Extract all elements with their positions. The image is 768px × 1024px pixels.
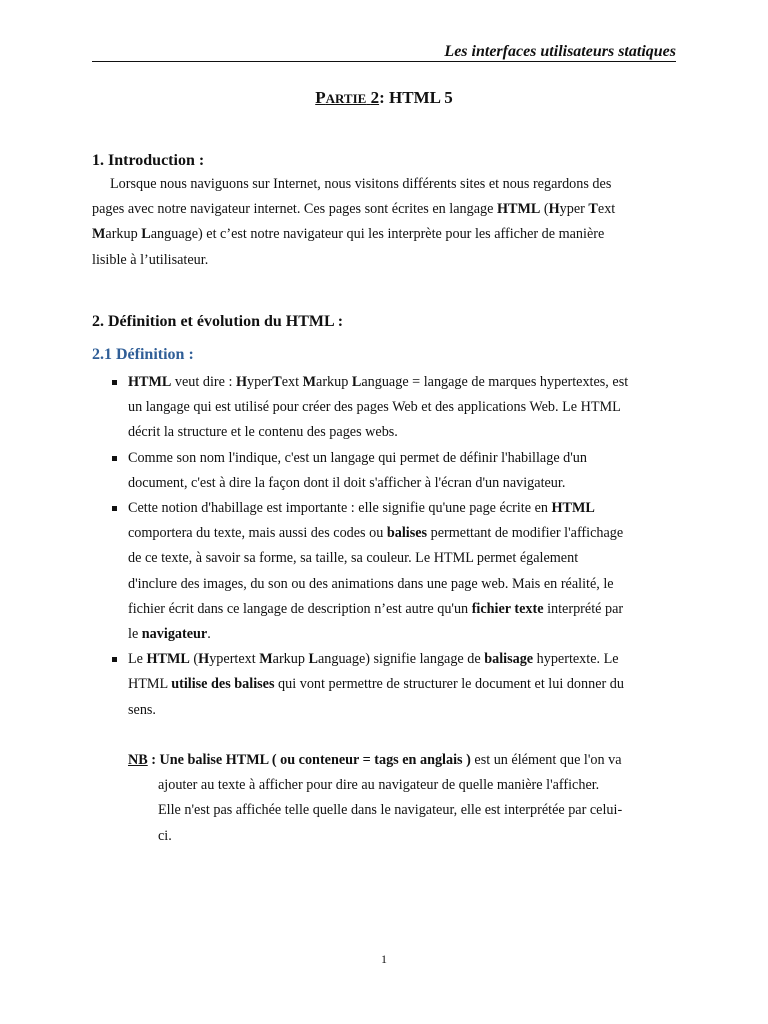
intro-line-4: lisible à l’utilisateur. <box>92 251 209 268</box>
header-rule <box>92 61 676 62</box>
bullet-square-icon <box>112 380 117 385</box>
nb-line-3: Elle n'est pas affichée telle quelle dans le navigateur, elle est interprétée par celui- <box>158 802 623 819</box>
nb-line-4: ci. <box>158 827 172 844</box>
intro-line-3: Markup Language) et c’est notre navigateur qui les interprète pour les afficher de manière <box>92 226 605 243</box>
title-rest: : HTML 5 <box>379 88 453 107</box>
list-item: Cette notion d'habillage est importante : elle signifie qu'une page écrite en HTML comportera du texte, mais aussi des codes ou balises permettant de modifier l'affichage de ce texte, à savoir sa forme, sa taille, sa couleur. Le HTML permet également d'inclure des images, du son ou des animations dans une page web. Mais en réalité, le fichier écrit dans ce langage de description n’est autre qu'un fichier texte interprété par le navigateur. <box>108 496 676 647</box>
running-header: Les interfaces utilisateurs statiques <box>444 43 676 60</box>
bullet-square-icon <box>112 456 117 461</box>
intro-line-2: pages avec notre navigateur internet. Ces pages sont écrites en langage HTML (Hyper Text <box>92 201 616 218</box>
bullet-square-icon <box>112 657 117 662</box>
nb-line-1: NB : Une balise HTML ( ou conteneur = tags en anglais ) est un élément que l'on va <box>128 752 622 768</box>
nb-line-2: ajouter au texte à afficher pour dire au navigateur de quelle manière l'afficher. <box>158 777 600 794</box>
intro-line-1: Lorsque nous naviguons sur Internet, nous visitons différents sites et nous regardons des <box>110 176 612 192</box>
title-partie-number: 2 <box>370 88 380 107</box>
title-partie-initial: P <box>315 88 326 107</box>
heading-definition: 2.1 Définition : <box>92 346 194 363</box>
page-title <box>0 88 768 109</box>
list-item: Comme son nom l'indique, c'est un langage qui permet de définir l'habillage d'un document, c'est à dire la façon dont il doit s'afficher à l'écran d'un navigateur. <box>108 446 676 496</box>
page-number: 1 <box>381 952 387 966</box>
list-item: HTML veut dire : HyperText Markup Language = langage de marques hypertextes, est un langage qui est utilisé pour créer des pages Web et des applications Web. Le HTML décrit la structure et le contenu des pages webs. <box>108 370 676 446</box>
nb-label: NB <box>128 752 148 768</box>
nb-note <box>128 748 676 849</box>
list-item: Le HTML (Hypertext Markup Language) signifie langage de balisage hypertexte. Le HTML utilise des balises qui vont permettre de structurer le document et lui donner du sens. <box>108 647 676 723</box>
title-partie-smallcaps: ARTIE <box>325 91 367 106</box>
definition-bullet-list <box>108 370 676 723</box>
heading-definition-evolution: 2. Définition et évolution du HTML : <box>92 313 344 330</box>
intro-paragraph <box>92 172 676 273</box>
bullet-square-icon <box>112 506 117 511</box>
heading-introduction: 1. Introduction : <box>92 152 205 169</box>
